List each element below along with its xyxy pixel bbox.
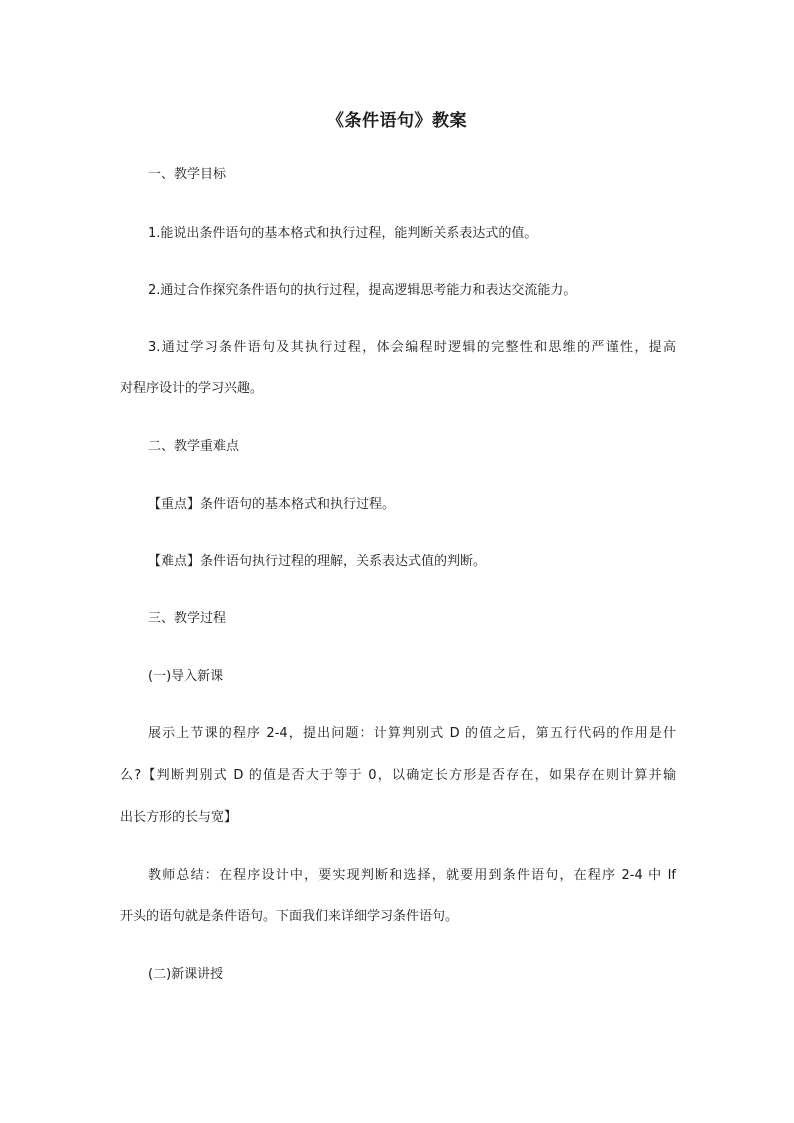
- paragraph-introduction-line-1: 展示上节课的程序 2-4，提出问题：计算判别式 D 的值之后，第五行代码的作用是什: [148, 726, 676, 741]
- section-heading-key-points: 二、教学重难点: [148, 439, 240, 454]
- document-title: 《条件语句》教案: [327, 111, 467, 131]
- paragraph-summary-line-1: 教师总结：在程序设计中，要实现判断和选择，就要用到条件语句，在程序 2-4 中 If: [148, 868, 676, 883]
- paragraph-introduction-line-3: 出长方形的长与宽】: [120, 810, 238, 825]
- subsection-heading-new-lesson: (二)新课讲授: [148, 967, 224, 982]
- paragraph-key-point: 【重点】条件语句的基本格式和执行过程。: [148, 497, 396, 512]
- subsection-heading-introduction: (一)导入新课: [148, 669, 224, 684]
- paragraph-objective-3-line-2: 对程序设计的学习兴趣。: [120, 381, 264, 396]
- section-heading-process: 三、教学过程: [148, 611, 227, 626]
- paragraph-difficult-point: 【难点】条件语句执行过程的理解，关系表达式值的判断。: [148, 554, 487, 569]
- paragraph-objective-2: 2.通过合作探究条件语句的执行过程，提高逻辑思考能力和表达交流能力。: [148, 283, 577, 298]
- paragraph-objective-3-line-1: 3.通过学习条件语句及其执行过程，体会编程时逻辑的完整性和思维的严谨性，提高: [148, 340, 676, 355]
- paragraph-introduction-line-2: 么?【判断判别式 D 的值是否大于等于 0，以确定长方形是否存在，如果存在则计算并输: [120, 768, 676, 783]
- paragraph-summary-line-2: 开头的语句就是条件语句。下面我们来详细学习条件语句。: [120, 909, 459, 924]
- paragraph-objective-1: 1.能说出条件语句的基本格式和执行过程，能判断关系表达式的值。: [148, 226, 538, 241]
- section-heading-objectives: 一、教学目标: [148, 167, 227, 182]
